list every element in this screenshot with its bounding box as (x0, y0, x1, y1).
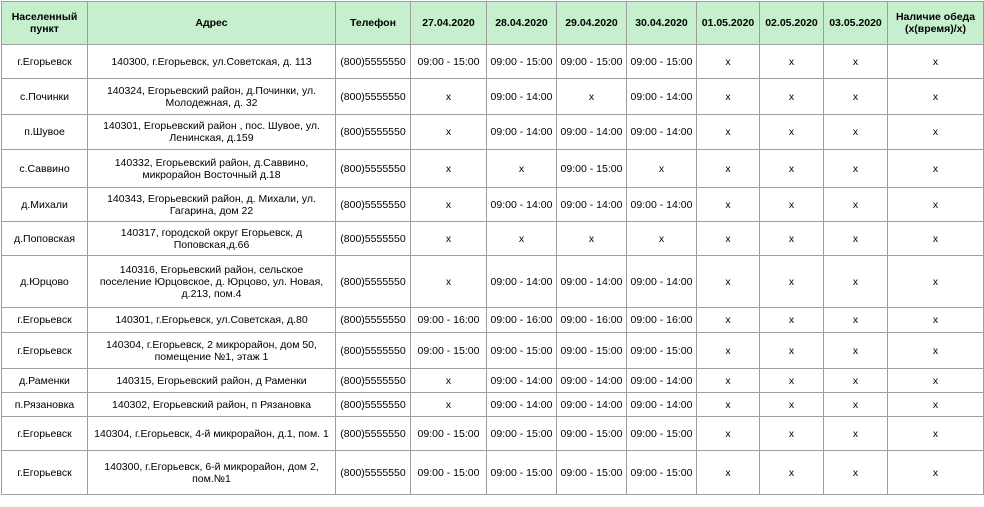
cell-day: 09:00 - 14:00 (627, 369, 697, 393)
cell-phone: (800)5555550 (336, 417, 411, 451)
cell-day: x (697, 308, 760, 333)
cell-phone: (800)5555550 (336, 150, 411, 188)
cell-day: 09:00 - 15:00 (411, 333, 487, 369)
header-date: 29.04.2020 (557, 2, 627, 45)
cell-day: x (411, 256, 487, 308)
cell-address: 140304, г.Егорьевск, 4-й микрорайон, д.1, пом. 1 (88, 417, 336, 451)
cell-day: x (697, 79, 760, 115)
cell-phone: (800)5555550 (336, 115, 411, 150)
header-date: 03.05.2020 (824, 2, 888, 45)
table-row (2, 115, 984, 150)
cell-address: 140324, Егорьевский район, д.Починки, ул. Молодежная, д. 32 (88, 79, 336, 115)
cell-day: x (411, 188, 487, 222)
cell-day: 09:00 - 14:00 (627, 256, 697, 308)
cell-day: 09:00 - 16:00 (411, 308, 487, 333)
cell-day: x (824, 393, 888, 417)
cell-phone: (800)5555550 (336, 333, 411, 369)
table-row (2, 45, 984, 79)
header-settlement: Населенный пункт (2, 2, 88, 45)
cell-address: 140302, Егорьевский район, п Рязановка (88, 393, 336, 417)
cell-day: 09:00 - 14:00 (487, 115, 557, 150)
cell-settlement: г.Егорьевск (2, 45, 88, 79)
table-row (2, 256, 984, 308)
cell-settlement: д.Юрцово (2, 256, 88, 308)
cell-phone: (800)5555550 (336, 79, 411, 115)
cell-day: x (760, 308, 824, 333)
cell-day: 09:00 - 15:00 (557, 417, 627, 451)
cell-day: x (697, 222, 760, 256)
cell-day: 09:00 - 15:00 (627, 417, 697, 451)
table-row (2, 451, 984, 495)
cell-lunch: x (888, 115, 984, 150)
cell-settlement: г.Егорьевск (2, 333, 88, 369)
table-row (2, 150, 984, 188)
cell-address: 140300, г.Егорьевск, 6-й микрорайон, дом 2, пом.№1 (88, 451, 336, 495)
cell-lunch: x (888, 256, 984, 308)
cell-day: 09:00 - 15:00 (411, 451, 487, 495)
cell-day: x (824, 256, 888, 308)
cell-day: 09:00 - 14:00 (557, 393, 627, 417)
cell-settlement: г.Егорьевск (2, 308, 88, 333)
table-row (2, 333, 984, 369)
table-row (2, 393, 984, 417)
cell-day: x (411, 393, 487, 417)
table-row (2, 369, 984, 393)
cell-phone: (800)5555550 (336, 393, 411, 417)
cell-day: x (760, 369, 824, 393)
cell-day: 09:00 - 15:00 (487, 417, 557, 451)
cell-settlement: с.Саввино (2, 150, 88, 188)
cell-day: x (697, 417, 760, 451)
cell-day: 09:00 - 15:00 (557, 451, 627, 495)
cell-day: 09:00 - 15:00 (487, 451, 557, 495)
cell-day: x (697, 369, 760, 393)
cell-address: 140301, г.Егорьевск, ул.Советская, д.80 (88, 308, 336, 333)
header-date: 02.05.2020 (760, 2, 824, 45)
cell-lunch: x (888, 222, 984, 256)
cell-day: 09:00 - 14:00 (557, 188, 627, 222)
header-address: Адрес (88, 2, 336, 45)
cell-phone: (800)5555550 (336, 256, 411, 308)
cell-day: x (557, 222, 627, 256)
cell-address: 140317, городской округ Егорьевск, д Поповская,д.66 (88, 222, 336, 256)
cell-lunch: x (888, 451, 984, 495)
cell-day: x (760, 451, 824, 495)
cell-address: 140343, Егорьевский район, д. Михали, ул. Гагарина, дом 22 (88, 188, 336, 222)
cell-day: 09:00 - 15:00 (557, 45, 627, 79)
schedule-table (1, 1, 984, 495)
header-date: 27.04.2020 (411, 2, 487, 45)
cell-phone: (800)5555550 (336, 451, 411, 495)
cell-settlement: п.Рязановка (2, 393, 88, 417)
cell-day: x (760, 256, 824, 308)
cell-day: x (627, 222, 697, 256)
header-date: 28.04.2020 (487, 2, 557, 45)
cell-lunch: x (888, 150, 984, 188)
cell-day: x (824, 308, 888, 333)
cell-lunch: x (888, 79, 984, 115)
cell-day: 09:00 - 14:00 (487, 79, 557, 115)
cell-day: x (697, 115, 760, 150)
cell-settlement: д.Раменки (2, 369, 88, 393)
cell-day: x (697, 256, 760, 308)
cell-settlement: п.Шувое (2, 115, 88, 150)
cell-day: 09:00 - 14:00 (557, 369, 627, 393)
cell-day: x (760, 79, 824, 115)
cell-day: 09:00 - 15:00 (557, 150, 627, 188)
cell-address: 140301, Егорьевский район , пос. Шувое, ул. Ленинская, д.159 (88, 115, 336, 150)
cell-day: x (760, 150, 824, 188)
header-lunch: Наличие обеда (х(время)/х) (888, 2, 984, 45)
table-row (2, 188, 984, 222)
cell-lunch: x (888, 188, 984, 222)
cell-day: 09:00 - 14:00 (487, 188, 557, 222)
cell-day: x (697, 451, 760, 495)
cell-day: x (411, 369, 487, 393)
header-row (2, 2, 984, 45)
cell-day: 09:00 - 14:00 (487, 256, 557, 308)
cell-day: 09:00 - 15:00 (557, 333, 627, 369)
cell-phone: (800)5555550 (336, 45, 411, 79)
cell-day: x (411, 115, 487, 150)
cell-day: 09:00 - 14:00 (627, 79, 697, 115)
cell-day: x (760, 333, 824, 369)
cell-lunch: x (888, 369, 984, 393)
cell-day: x (697, 188, 760, 222)
cell-phone: (800)5555550 (336, 308, 411, 333)
cell-day: 09:00 - 16:00 (487, 308, 557, 333)
cell-day: 09:00 - 15:00 (487, 45, 557, 79)
cell-day: x (411, 222, 487, 256)
cell-day: 09:00 - 14:00 (487, 369, 557, 393)
cell-day: x (627, 150, 697, 188)
cell-day: x (824, 417, 888, 451)
cell-phone: (800)5555550 (336, 369, 411, 393)
header-date: 01.05.2020 (697, 2, 760, 45)
cell-address: 140315, Егорьевский район, д Раменки (88, 369, 336, 393)
cell-settlement: г.Егорьевск (2, 417, 88, 451)
table-row (2, 222, 984, 256)
cell-day: x (824, 188, 888, 222)
cell-phone: (800)5555550 (336, 188, 411, 222)
cell-day: 09:00 - 15:00 (627, 451, 697, 495)
cell-day: x (760, 115, 824, 150)
cell-day: x (411, 79, 487, 115)
cell-day: 09:00 - 14:00 (627, 188, 697, 222)
cell-lunch: x (888, 308, 984, 333)
cell-day: 09:00 - 14:00 (627, 115, 697, 150)
header-phone: Телефон (336, 2, 411, 45)
cell-settlement: д.Поповская (2, 222, 88, 256)
cell-day: 09:00 - 15:00 (487, 333, 557, 369)
cell-day: x (760, 222, 824, 256)
cell-day: 09:00 - 15:00 (411, 45, 487, 79)
cell-day: x (697, 393, 760, 417)
cell-day: x (760, 417, 824, 451)
cell-phone: (800)5555550 (336, 222, 411, 256)
cell-lunch: x (888, 417, 984, 451)
cell-day: 09:00 - 15:00 (627, 45, 697, 79)
cell-address: 140332, Егорьевский район, д.Саввино, микрорайон Восточный д.18 (88, 150, 336, 188)
cell-day: x (760, 393, 824, 417)
cell-day: x (697, 45, 760, 79)
cell-day: 09:00 - 14:00 (627, 393, 697, 417)
cell-lunch: x (888, 45, 984, 79)
cell-day: 09:00 - 16:00 (557, 308, 627, 333)
cell-lunch: x (888, 393, 984, 417)
cell-day: x (824, 369, 888, 393)
cell-day: x (760, 188, 824, 222)
cell-settlement: с.Починки (2, 79, 88, 115)
cell-day: x (697, 150, 760, 188)
cell-day: x (824, 79, 888, 115)
cell-day: x (760, 45, 824, 79)
cell-day: x (697, 333, 760, 369)
cell-lunch: x (888, 333, 984, 369)
cell-day: x (824, 451, 888, 495)
cell-settlement: д.Михали (2, 188, 88, 222)
cell-day: x (824, 222, 888, 256)
table-row (2, 79, 984, 115)
cell-day: 09:00 - 14:00 (557, 256, 627, 308)
cell-settlement: г.Егорьевск (2, 451, 88, 495)
cell-day: x (557, 79, 627, 115)
cell-day: x (411, 150, 487, 188)
cell-day: x (487, 150, 557, 188)
cell-address: 140304, г.Егорьевск, 2 микрорайон, дом 50, помещение №1, этаж 1 (88, 333, 336, 369)
header-date: 30.04.2020 (627, 2, 697, 45)
cell-day: x (824, 45, 888, 79)
table-row (2, 308, 984, 333)
cell-day: 09:00 - 14:00 (557, 115, 627, 150)
cell-day: 09:00 - 15:00 (411, 417, 487, 451)
cell-address: 140300, г.Егорьевск, ул.Советская, д. 113 (88, 45, 336, 79)
table-row (2, 417, 984, 451)
cell-day: x (824, 333, 888, 369)
cell-day: 09:00 - 16:00 (627, 308, 697, 333)
cell-day: x (824, 150, 888, 188)
cell-day: x (824, 115, 888, 150)
cell-day: x (487, 222, 557, 256)
cell-day: 09:00 - 15:00 (627, 333, 697, 369)
cell-address: 140316, Егорьевский район, сельское поселение Юрцовское, д. Юрцово, ул. Новая, д.213, пом.4 (88, 256, 336, 308)
cell-day: 09:00 - 14:00 (487, 393, 557, 417)
